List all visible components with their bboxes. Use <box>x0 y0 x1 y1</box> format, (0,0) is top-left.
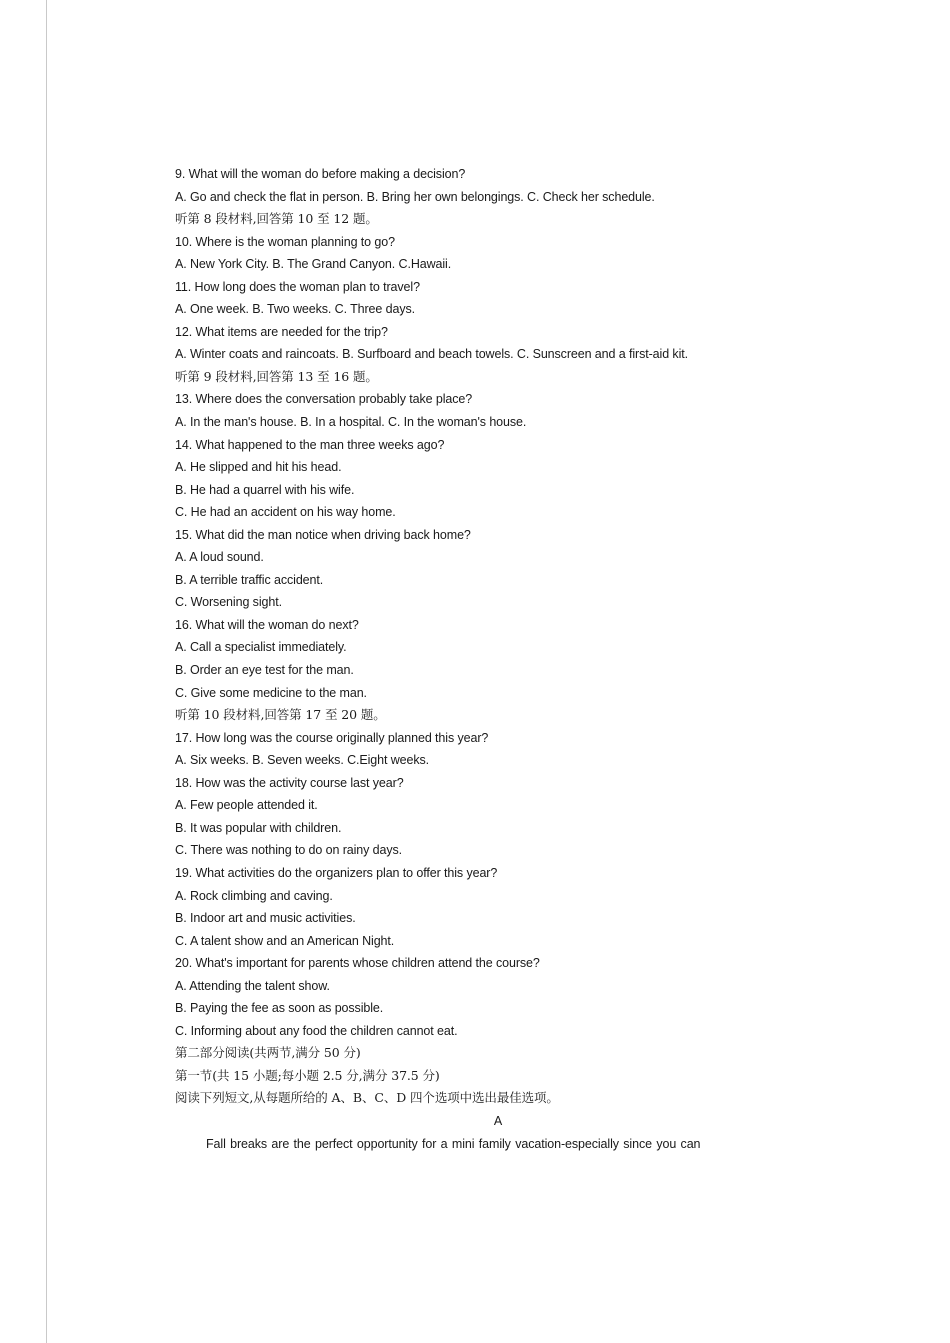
question-16: 16. What will the woman do next? <box>175 617 359 632</box>
question-10: 10. Where is the woman planning to go? <box>175 234 395 249</box>
option-16-b: B. Order an eye test for the man. <box>175 663 354 678</box>
options-12: A. Winter coats and raincoats. B. Surfboard and beach towels. C. Sunscreen and a first-aid kit. <box>175 347 688 362</box>
question-9: 9. What will the woman do before making a decision? <box>175 167 466 181</box>
section-instruction-8: 听第 8 段材料,回答第 10 至 12 题。 <box>175 211 378 227</box>
option-20-b: B. Paying the fee as soon as possible. <box>175 1001 384 1016</box>
reading-instruction: 阅读下列短文,从每题所给的 A、B、C、D 四个选项中选出最佳选项。 <box>175 1090 559 1106</box>
option-14-a: A. He slipped and hit his head. <box>175 460 342 475</box>
option-19-c: C. A talent show and an American Night. <box>175 933 395 948</box>
option-20-c: C. Informing about any food the children cannot eat. <box>175 1023 458 1038</box>
options-9: A. Go and check the flat in person. B. Bring her own belongings. C. Check her schedule. <box>175 189 655 204</box>
option-19-a: A. Rock climbing and caving. <box>175 888 333 903</box>
option-15-a: A. A loud sound. <box>175 550 264 565</box>
section-instruction-9: 听第 9 段材料,回答第 13 至 16 题。 <box>175 368 378 384</box>
question-17: 17. How long was the course originally planned this year? <box>175 730 489 745</box>
passage-label: A <box>493 1113 503 1128</box>
option-14-b: B. He had a quarrel with his wife. <box>175 482 355 497</box>
question-20: 20. What's important for parents whose children attend the course? <box>175 956 540 971</box>
option-18-b: B. It was popular with children. <box>175 820 342 835</box>
option-18-c: C. There was nothing to do on rainy days. <box>175 843 403 858</box>
question-14: 14. What happened to the man three weeks ago? <box>175 437 445 452</box>
option-15-b: B. A terrible traffic accident. <box>175 572 324 587</box>
options-10: A. New York City. B. The Grand Canyon. C.Hawaii. <box>175 257 452 272</box>
question-12: 12. What items are needed for the trip? <box>175 324 388 339</box>
option-16-c: C. Give some medicine to the man. <box>175 685 367 700</box>
option-14-c: C. He had an accident on his way home. <box>175 505 396 520</box>
option-19-b: B. Indoor art and music activities. <box>175 911 356 926</box>
options-13: A. In the man's house. B. In a hospital. C. In the woman's house. <box>175 415 527 430</box>
option-18-a: A. Few people attended it. <box>175 798 318 813</box>
options-17: A. Six weeks. B. Seven weeks. C.Eight weeks. <box>175 753 430 768</box>
question-18: 18. How was the activity course last year? <box>175 775 404 790</box>
option-15-c: C. Worsening sight. <box>175 595 282 610</box>
passage-first-line: Fall breaks are the perfect opportunity for a mini family vacation-especially since you can <box>206 1136 701 1151</box>
question-15: 15. What did the man notice when driving back home? <box>175 527 471 542</box>
exam-page-content <box>175 163 815 1155</box>
options-11: A. One week. B. Two weeks. C. Three days. <box>175 302 415 317</box>
question-19: 19. What activities do the organizers plan to offer this year? <box>175 865 498 880</box>
option-16-a: A. Call a specialist immediately. <box>175 640 347 655</box>
question-11: 11. How long does the woman plan to travel? <box>175 279 420 294</box>
section-one-heading: 第一节(共 15 小题;每小题 2.5 分,满分 37.5 分) <box>175 1067 440 1083</box>
question-13: 13. Where does the conversation probably take place? <box>175 392 473 407</box>
page-edge-line <box>46 0 47 1343</box>
part-two-heading: 第二部分阅读(共两节,满分 50 分) <box>175 1045 361 1061</box>
section-instruction-10: 听第 10 段材料,回答第 17 至 20 题。 <box>175 707 386 723</box>
option-20-a: A. Attending the talent show. <box>175 978 330 993</box>
